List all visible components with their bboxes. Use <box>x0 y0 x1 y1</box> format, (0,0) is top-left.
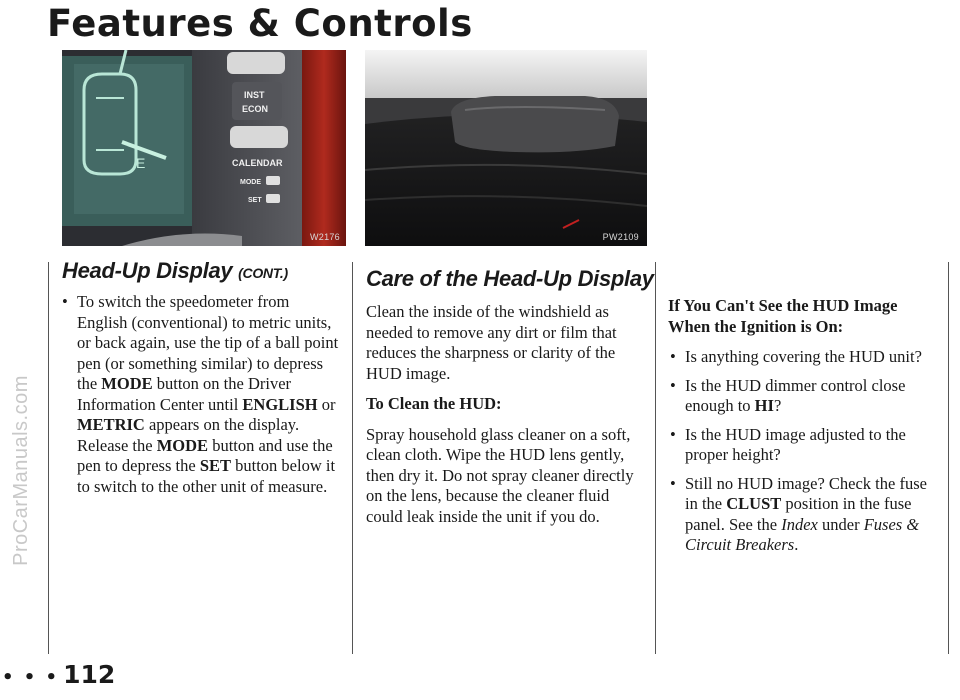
list-item: • Is the HUD image adjusted to the proper height? <box>668 425 940 466</box>
mode-button-label: MODE <box>240 179 261 186</box>
page-number <box>2 660 115 689</box>
continued-label: (CONT.) <box>238 265 288 281</box>
inst-button-label: INST <box>244 90 265 100</box>
fuel-letter: E <box>136 155 146 171</box>
watermark-text: ProCarManuals.com <box>9 374 32 566</box>
hud-unit-photo <box>365 50 647 246</box>
section-heading-text: Head-Up Display <box>62 258 233 283</box>
page-title: Features & Controls <box>47 2 473 45</box>
econ-button-label: ECON <box>242 104 269 114</box>
list-item: • Is the HUD dimmer control close enough to HI? <box>668 376 940 417</box>
calendar-button-label: CALENDAR <box>232 158 283 168</box>
column-divider <box>655 262 656 654</box>
page-number-value: 112 <box>63 660 116 689</box>
list-item: • To switch the speedometer from English (conventional) to metric units, or back again, use the tip of a ball point pen (or something similar) to depress the MODE button on the Driver Information Center until ENGLISH or METRIC appears on the display. Release the MODE button and use the pen to depress the SET button below it to switch to the other unit of measure. <box>60 292 342 497</box>
watermark <box>6 250 36 690</box>
left-column <box>60 292 342 505</box>
photo-label: W2176 <box>309 232 340 242</box>
set-button-label: SET <box>248 197 262 204</box>
paragraph: Spray household glass cleaner on a soft, clean cloth. Wipe the HUD lens gently, then dry it. Do not spray cleaner directly on the lens, because the cleaner fluid could leak inside the unit if you do. <box>366 424 634 526</box>
subheading: If You Can't See the HUD Image When the Ignition is On: <box>668 296 898 336</box>
instrument-panel-photo <box>62 50 346 246</box>
subheading: To Clean the HUD: <box>366 394 502 413</box>
paragraph: Clean the inside of the windshield as needed to remove any dirt or film that reduces the sharpness or clarity of the HUD image. <box>366 302 617 383</box>
page-number-prefix: • • • <box>2 667 60 688</box>
photo-label: PW2109 <box>602 232 639 242</box>
middle-column <box>366 302 648 537</box>
section-heading-care: Care of the Head-Up Display <box>366 266 654 291</box>
list-item: • Still no HUD image? Check the fuse in the CLUST position in the fuse panel. See the Index under Fuses & Circuit Breakers. <box>668 474 940 556</box>
column-divider <box>352 262 353 654</box>
list-item: • Is anything covering the HUD unit? <box>668 347 940 368</box>
hud-unit-illustration <box>365 50 647 246</box>
instrument-panel-illustration <box>62 50 346 246</box>
column-divider <box>48 262 49 654</box>
section-heading-hud <box>62 258 288 284</box>
column-divider <box>948 262 949 654</box>
right-column <box>668 296 940 564</box>
